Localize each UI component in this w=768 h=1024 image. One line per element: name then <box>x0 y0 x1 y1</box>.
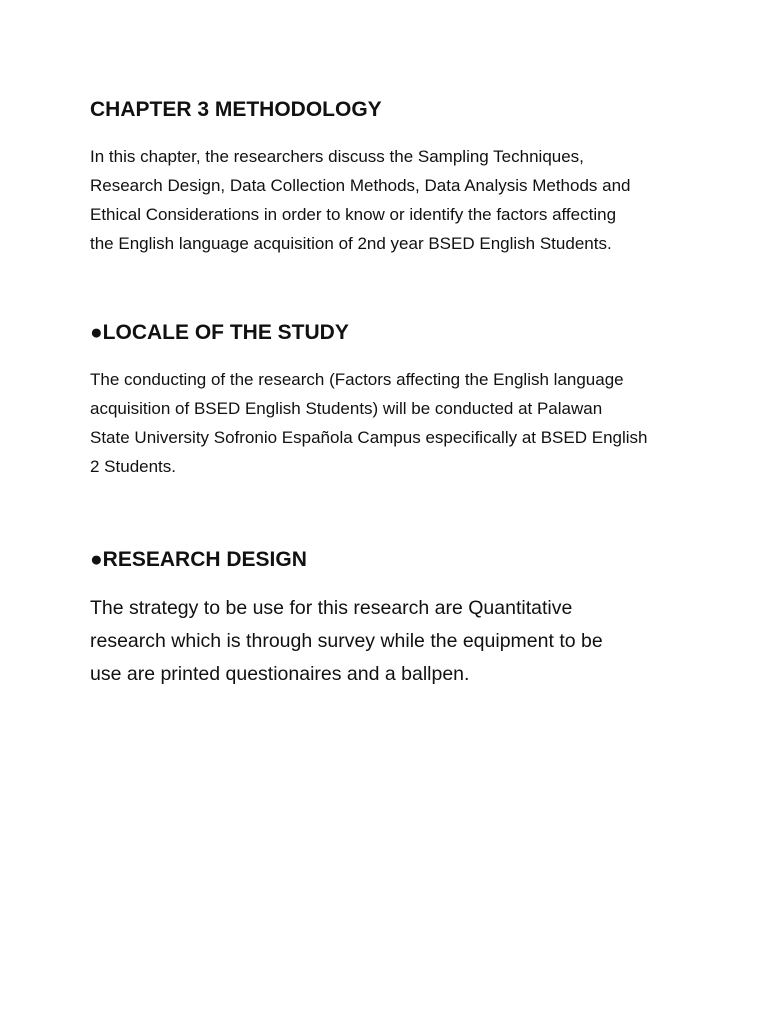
intro-line: Ethical Considerations in order to know or identify the factors affecting <box>90 205 617 224</box>
intro-line: Research Design, Data Collection Methods, Data Analysis Methods and <box>90 176 631 195</box>
research-design-paragraph <box>90 592 690 691</box>
locale-line: The conducting of the research (Factors affecting the English language <box>90 370 624 389</box>
locale-line: State University Sofronio Española Campus especifically at BSED English <box>90 428 648 447</box>
intro-line: In this chapter, the researchers discuss the Sampling Techniques, <box>90 147 584 166</box>
locale-line: 2 Students. <box>90 457 177 476</box>
intro-paragraph <box>90 142 690 258</box>
chapter-title: CHAPTER 3 METHODOLOGY <box>90 98 382 121</box>
locale-line: acquisition of BSED English Students) will be conducted at Palawan <box>90 399 603 418</box>
design-line: The strategy to be use for this research are Quantitative <box>90 597 573 619</box>
intro-line: the English language acquisition of 2nd year BSED English Students. <box>90 234 612 253</box>
research-design-heading: ●RESEARCH DESIGN <box>90 548 307 571</box>
design-line: use are printed questionaires and a ballpen. <box>90 663 470 685</box>
locale-paragraph <box>90 365 690 481</box>
design-line: research which is through survey while the equipment to be <box>90 630 603 652</box>
locale-heading: ●LOCALE OF THE STUDY <box>90 321 349 344</box>
